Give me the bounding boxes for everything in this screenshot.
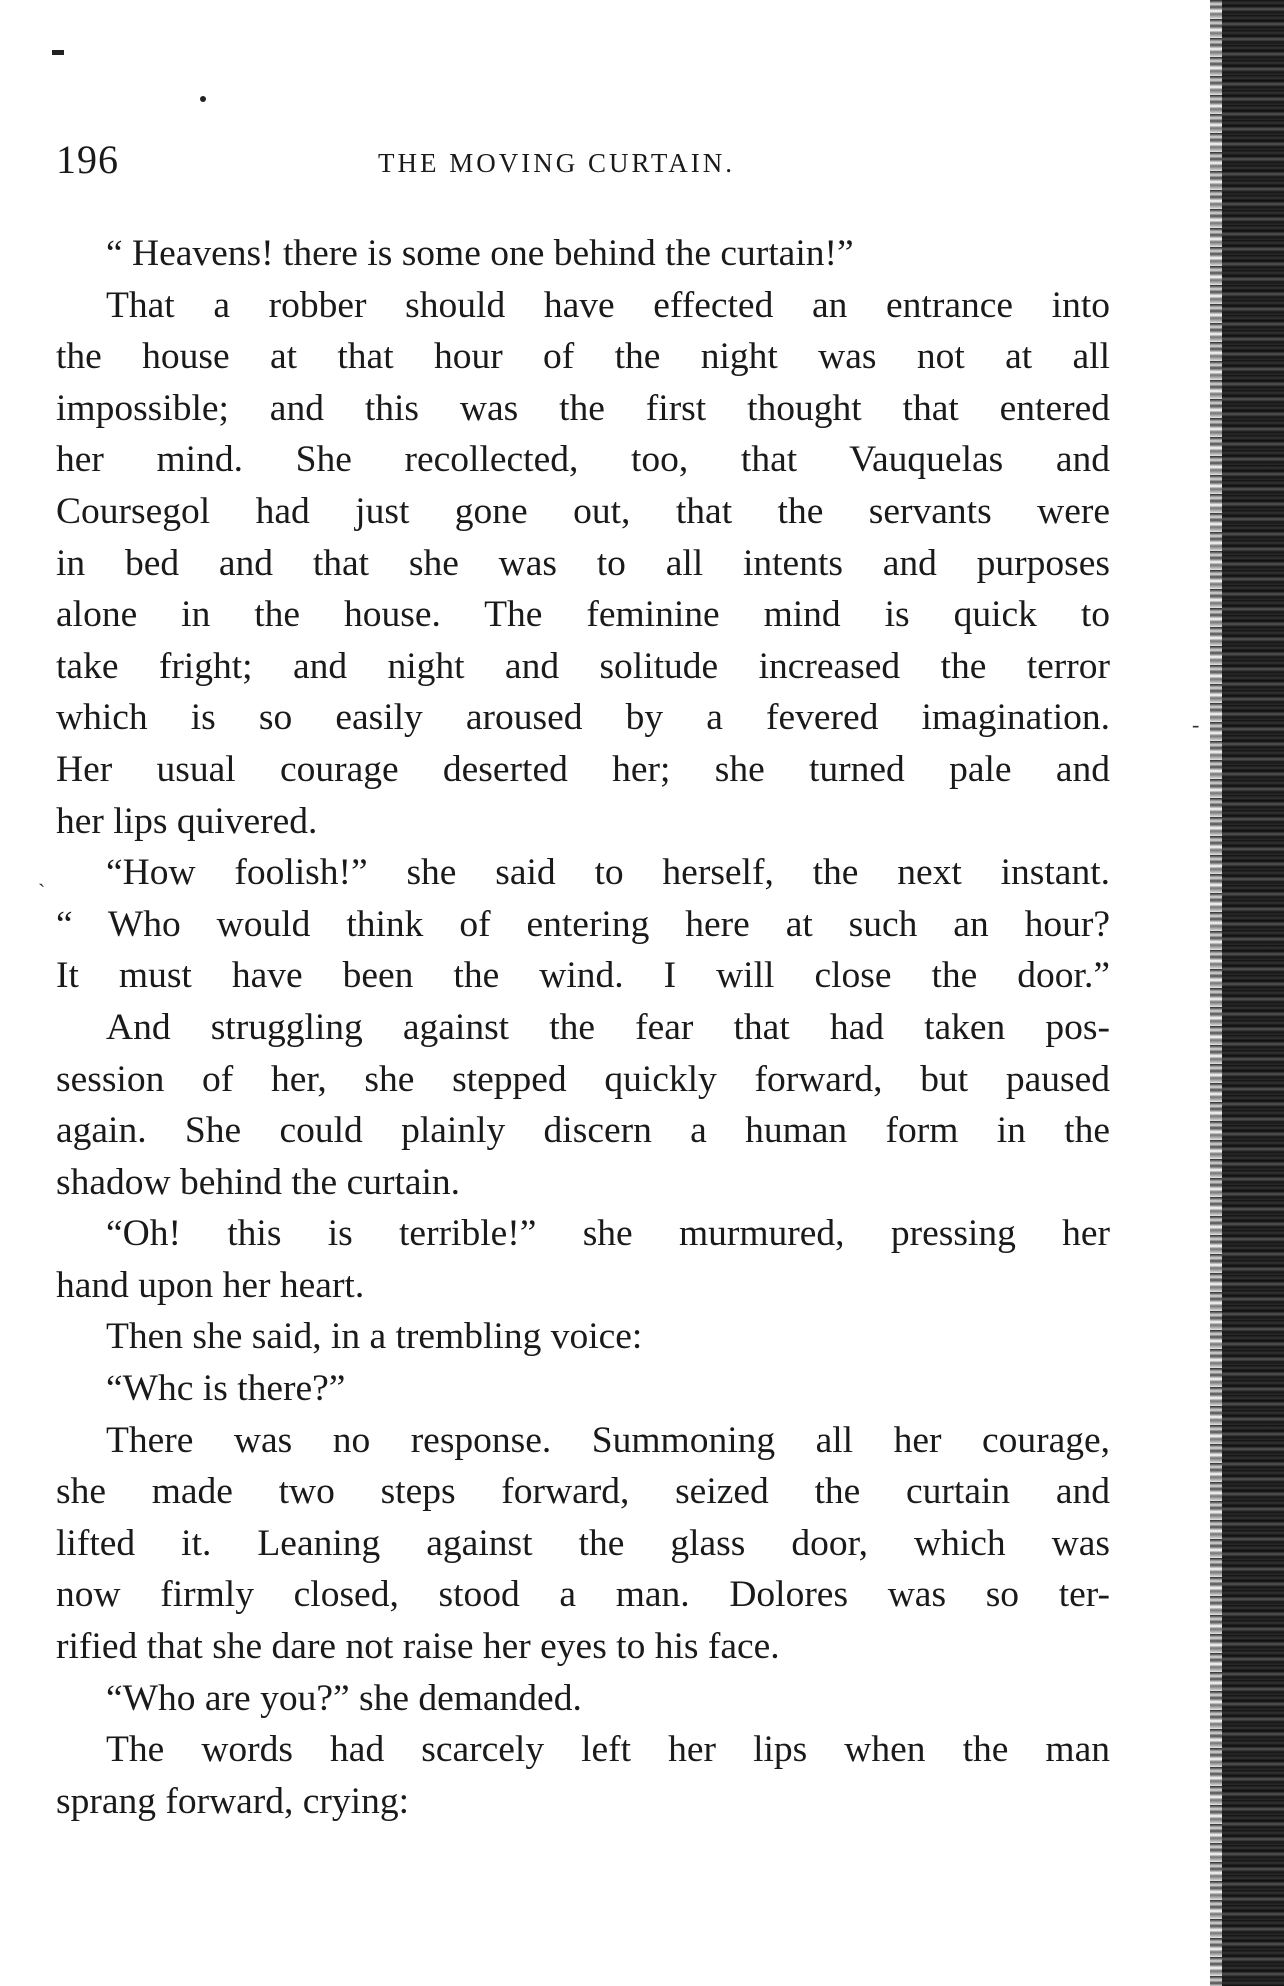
text-line: impossible; and this was the first thought that entered xyxy=(56,387,1110,429)
text-line: “ Heavens! there is some one behind the curtain!” xyxy=(106,233,854,274)
text-line: her lips quivered. xyxy=(56,800,318,842)
text-line: hand upon her heart. xyxy=(56,1264,365,1306)
text-line: “Whc is there?” xyxy=(106,1368,346,1410)
body-text xyxy=(56,228,1110,1827)
text-line: That a robber should have effected an entrance into xyxy=(106,284,1110,326)
text-line: she made two steps forward, seized the curtain and xyxy=(56,1471,1110,1513)
text-line: alone in the house. The feminine mind is quick to xyxy=(56,594,1110,636)
text-line: lifted it. Leaning against the glass door, which was xyxy=(56,1522,1110,1564)
running-title: THE MOVING CURTAIN. xyxy=(378,148,735,178)
text-line: And struggling against the fear that had taken pos- xyxy=(106,1006,1110,1048)
page-number: 196 xyxy=(56,137,119,182)
text-line: take fright; and night and solitude increased the terror xyxy=(56,645,1110,687)
text-line: Then she said, in a trembling voice: xyxy=(106,1316,643,1358)
text-line: There was no response. Summoning all her courage, xyxy=(106,1419,1110,1461)
text-line: which is so easily aroused by a fevered imagination. xyxy=(56,697,1110,739)
text-line: Coursegol had just gone out, that the servants were xyxy=(56,490,1110,532)
text-line: Her usual courage deserted her; she turned pale and xyxy=(56,748,1110,790)
margin-tick: - xyxy=(1192,712,1200,737)
text-line: sprang forward, crying: xyxy=(56,1780,410,1822)
text-line: session of her, she stepped quickly forward, but paused xyxy=(56,1058,1110,1100)
text-line: in bed and that she was to all intents and purposes xyxy=(56,542,1110,584)
page-header xyxy=(56,136,1116,186)
text-line: It must have been the wind. I will close the door.” xyxy=(56,955,1110,997)
ink-speck xyxy=(200,96,206,102)
text-line: the house at that hour of the night was not at all xyxy=(56,336,1110,378)
text-line: her mind. She recollected, too, that Vauquelas and xyxy=(56,439,1110,481)
margin-tick: ˏ xyxy=(38,862,46,887)
text-line: The words had scarcely left her lips when the man xyxy=(106,1729,1110,1771)
text-line: “Who are you?” she demanded. xyxy=(106,1677,582,1719)
text-line: “How foolish!” she said to herself, the next instant. xyxy=(106,852,1110,894)
text-line: “ Who would think of entering here at such an hour? xyxy=(56,903,1110,945)
ink-speck xyxy=(52,50,64,55)
text-line: “Oh! this is terrible!” she murmured, pressing her xyxy=(106,1213,1110,1255)
text-line: rified that she dare not raise her eyes to his face. xyxy=(56,1626,780,1668)
text-line: shadow behind the curtain. xyxy=(56,1161,461,1203)
page-edge-shadow xyxy=(1222,0,1284,1986)
text-line: now firmly closed, stood a man. Dolores was so ter- xyxy=(56,1574,1110,1616)
text-line: again. She could plainly discern a human form in the xyxy=(56,1110,1110,1152)
